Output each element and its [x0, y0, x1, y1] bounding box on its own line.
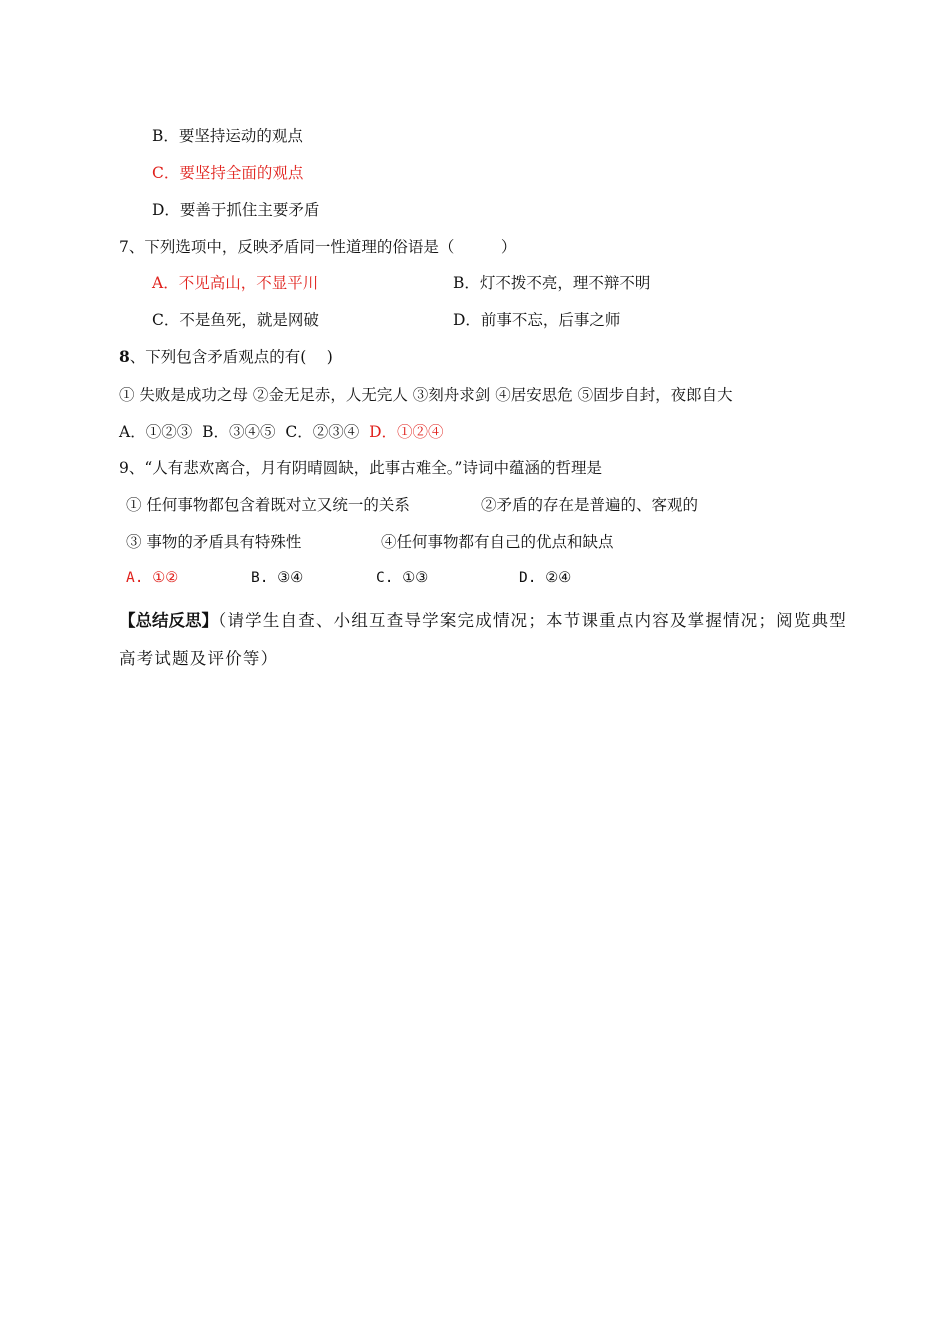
q9-option-d: D. ②④	[519, 570, 572, 586]
q7-option-d: D．前事不忘，后事之师	[453, 311, 621, 329]
q8-stem-text: 、下列包含矛盾观点的有( )	[129, 348, 333, 366]
q7-stem: 7、下列选项中，反映矛盾同一性道理的俗语是（ ）	[119, 238, 517, 256]
q7-option-c: C．不是鱼死，就是网破	[152, 311, 319, 329]
q8-option-c: C．②③④	[285, 423, 360, 441]
q9-item-3: ③ 事物的矛盾具有特殊性	[126, 533, 302, 551]
q9-option-a-answer: A. ①②	[126, 570, 179, 586]
q6-option-c-answer: C．要坚持全面的观点	[152, 164, 304, 182]
q9-item-4: ④任何事物都有自己的优点和缺点	[381, 533, 614, 551]
summary-heading: 【总结反思】	[119, 611, 218, 630]
q9-item-2: ②矛盾的存在是普遍的、客观的	[481, 496, 699, 514]
q8-option-d-answer: D．①②④	[369, 423, 444, 441]
q7-option-a-answer: A．不见高山，不显平川	[152, 274, 319, 292]
q9-stem: 9、“人有悲欢离合，月有阴晴圆缺，此事古难全。”诗词中蕴涵的哲理是	[119, 459, 602, 477]
q9-option-c: C. ①③	[376, 570, 429, 586]
q7-option-b: B．灯不拨不亮，理不辩不明	[453, 274, 651, 292]
q8-stem	[119, 346, 333, 368]
q6-option-d: D．要善于抓住主要矛盾	[152, 201, 320, 219]
q8-number: 8	[119, 347, 130, 366]
q9-item-1: ① 任何事物都包含着既对立又统一的关系	[126, 496, 410, 514]
q8-option-a: A．①②③	[119, 423, 193, 441]
q8-items: ① 失败是成功之母 ②金无足赤，人无完人 ③刻舟求剑 ④居安思危 ⑤固步自封，夜郎自大	[119, 386, 733, 404]
q6-option-b: B．要坚持运动的观点	[152, 127, 303, 145]
q8-options	[119, 421, 444, 443]
summary-reflection	[119, 602, 849, 678]
summary-text: （请学生自查、小组互查导学案完成情况；本节课重点内容及掌握情况；阅览典型高考试题及评价等）	[119, 611, 847, 668]
q8-option-b: B．③④⑤	[202, 423, 276, 441]
q9-option-b: B. ③④	[251, 570, 304, 586]
